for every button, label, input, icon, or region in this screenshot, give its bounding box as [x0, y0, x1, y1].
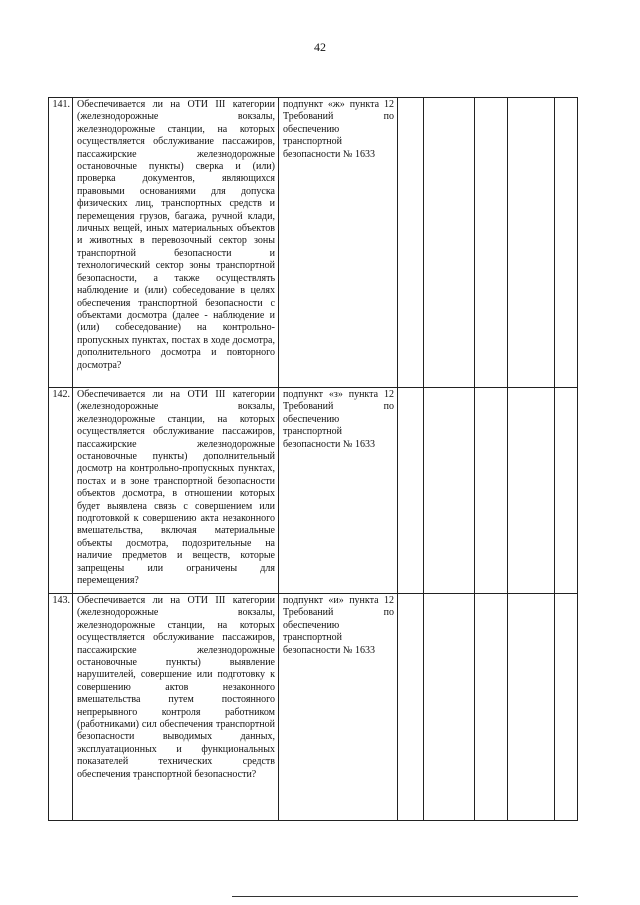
answer-cell: [555, 388, 578, 594]
answer-cell: [424, 98, 475, 388]
answer-cell: [508, 98, 555, 388]
question-text: Обеспечивается ли на ОТИ III категории (железнодорожные вокзалы, железнодорожные станции, на которых осуществляется обслуживание пассажиров, пассажирские железнодорожные остановочные пункты) сверка и (или) проверка документов, являющихся правовыми основаниями для допуска физических лиц, транспортных средств и перемещения грузов, багажа, ручной клади, личных вещей, иных материальных объектов и животных в перевозочный сектор зоны транспортной безопасности и технологический сектор зоны транспортной безопасности, а также осуществлять наблюдение и (или) собеседование в целях обеспечения транспортной безопасности с объектами досмотра (далее - наблюдение и (или) собеседование) на контрольно-пропускных пунктах, постах в ходе досмотра, дополнительного досмотра и повторного досмотра?: [73, 98, 279, 388]
question-text: Обеспечивается ли на ОТИ III категории (железнодорожные вокзалы, железнодорожные станции, на которых осуществляется обслуживание пассажиров, пассажирские железнодорожные остановочные пункты) выявление нарушителей, совершение или подготовку к совершению актов незаконного вмешательства путем постоянного непрерывного контроля работником (работниками) сил обеспечения транспортной безопасности выводимых данных, эксплуатационных и функциональных показателей технических средств обеспечения транспортной безопасности?: [73, 594, 279, 821]
legal-reference: подпункт «ж» пункта 12 Требований по обеспечению транспортной безопасности № 1633: [279, 98, 398, 388]
checklist-table: [48, 97, 578, 821]
answer-cell: [555, 98, 578, 388]
row-number: 141.: [49, 98, 73, 388]
answer-cell: [475, 98, 508, 388]
table-row: [49, 388, 578, 594]
row-number: 142.: [49, 388, 73, 594]
table-row: [49, 594, 578, 821]
question-text: Обеспечивается ли на ОТИ III категории (железнодорожные вокзалы, железнодорожные станции, на которых осуществляется обслуживание пассажиров, пассажирские железнодорожные остановочные пункты) дополнительный досмотр на контрольно-пропускных пунктах, постах и в зоне транспортной безопасности объектов досмотра, в отношении которых будет выявлена связь с совершением или подготовкой к совершению акта незаконного вмешательства, включая материальные объекты досмотра, подозрительные на наличие предметов и веществ, которые запрещены или ограничены для перемещения?: [73, 388, 279, 594]
answer-cell: [475, 388, 508, 594]
legal-reference: подпункт «з» пункта 12 Требований по обеспечению транспортной безопасности № 1633: [279, 388, 398, 594]
answer-cell: [398, 98, 424, 388]
bottom-divider: [232, 896, 578, 897]
answer-cell: [398, 388, 424, 594]
answer-cell: [475, 594, 508, 821]
answer-cell: [508, 388, 555, 594]
answer-cell: [508, 594, 555, 821]
answer-cell: [424, 594, 475, 821]
table-row: [49, 98, 578, 388]
answer-cell: [424, 388, 475, 594]
page-number: 42: [314, 40, 326, 54]
answer-cell: [398, 594, 424, 821]
answer-cell: [555, 594, 578, 821]
legal-reference: подпункт «и» пункта 12 Требований по обеспечению транспортной безопасности № 1633: [279, 594, 398, 821]
row-number: 143.: [49, 594, 73, 821]
